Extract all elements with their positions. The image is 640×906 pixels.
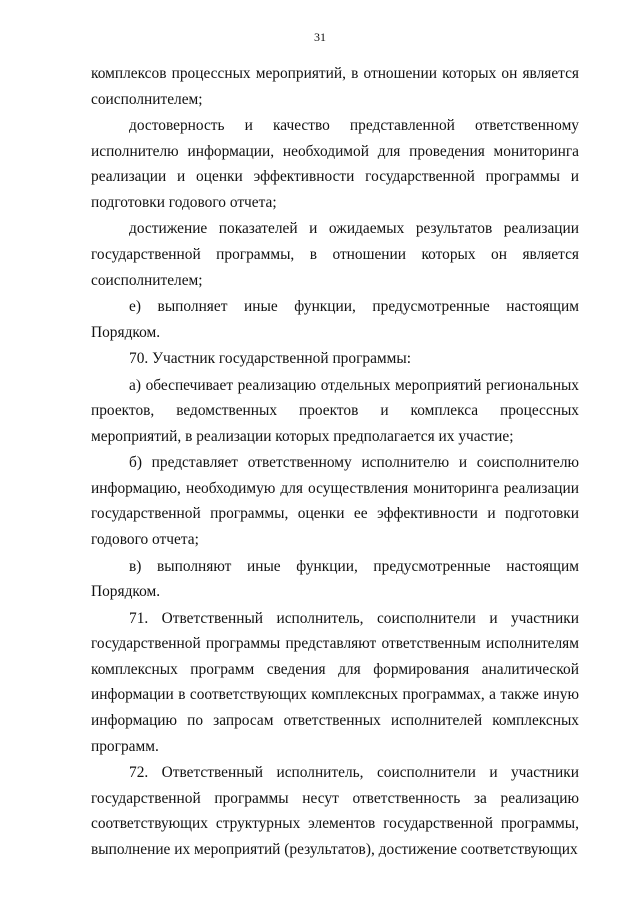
paragraph-6: а) обеспечивает реализацию отдельных мероприятий региональных проектов, ведомственных проектов и комплекса процессных мероприятий, в реализации которых предполагается их участие;	[91, 376, 579, 445]
paragraph-7: б) представляет ответственному исполнителю и соисполнителю информацию, необходимую для осуществления мониторинга реализации государственной программы, оценки ее эффективности и подготовки годового отчета;	[91, 454, 579, 549]
document-body	[91, 61, 579, 863]
paragraph-9: 71. Ответственный исполнитель, соисполнители и участники государственной программы представляют ответственным исполнителям комплексных программ сведения для формирования аналитической информации в соответствующих комплексных программах, а также иную информацию по запросам ответственных исполнителей комплексных программ.	[91, 609, 579, 755]
paragraph-4: е) выполняет иные функции, предусмотренные настоящим Порядком.	[91, 298, 579, 341]
page-number: 31	[314, 30, 326, 44]
paragraph-8: в) выполняют иные функции, предусмотренные настоящим Порядком.	[91, 557, 579, 601]
paragraph-10: 72. Ответственный исполнитель, соисполнители и участники государственной программы несут ответственность за реализацию соответствующих структурных элементов государственной программы, выполнение их мероприятий (результатов), достижение соответствующих	[91, 764, 579, 858]
paragraph-1: комплексов процессных мероприятий, в отношении которых он является соисполнителем;	[91, 65, 579, 108]
paragraph-3: достижение показателей и ожидаемых результатов реализации государственной программы, в отношении которых он является соисполнителем;	[91, 220, 579, 289]
paragraph-5: 70. Участник государственной программы:	[129, 350, 412, 368]
paragraph-2: достоверность и качество представленной ответственному исполнителю информации, необходимой для проведения мониторинга реализации и оценки эффективности государственной программы и подготовки годового отчета;	[91, 117, 579, 211]
